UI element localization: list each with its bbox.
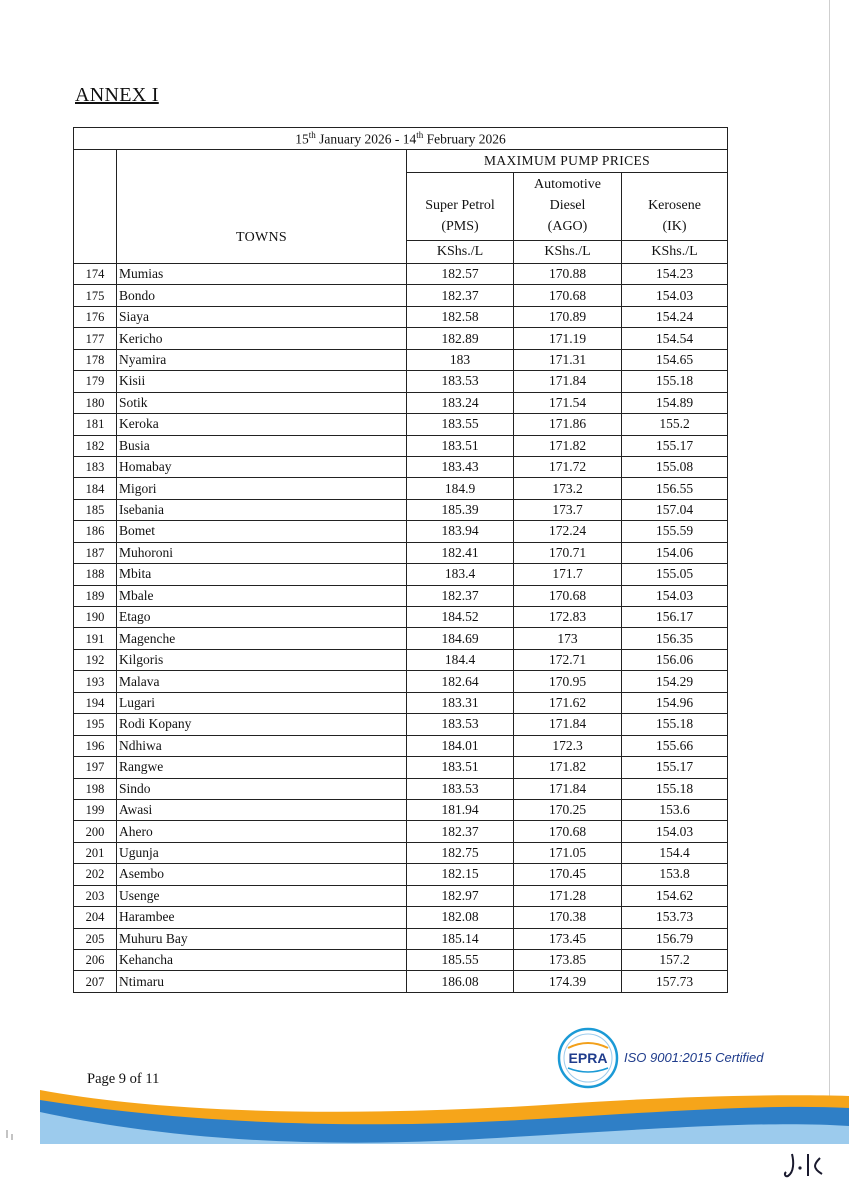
svg-text:EPRA: EPRA (568, 1050, 608, 1066)
ik-price: 157.73 (622, 971, 728, 992)
row-number: 190 (74, 607, 117, 628)
town-name: Busia (117, 435, 407, 456)
town-name: Migori (117, 478, 407, 499)
pms-price: 182.08 (407, 907, 514, 928)
table-row (74, 499, 728, 520)
ago-price: 171.31 (514, 349, 622, 370)
page-number: Page 9 of 11 (87, 1071, 160, 1087)
towns-header: TOWNS (117, 150, 407, 264)
ik-price: 155.18 (622, 371, 728, 392)
ago-price: 173.7 (514, 499, 622, 520)
town-name: Usenge (117, 885, 407, 906)
row-number: 203 (74, 885, 117, 906)
pms-price: 183 (407, 349, 514, 370)
town-name: Rodi Kopany (117, 714, 407, 735)
ago-header: Automotive Diesel (AGO) (514, 173, 622, 241)
town-name: Siaya (117, 306, 407, 327)
ago-price: 170.45 (514, 864, 622, 885)
ik-price: 154.62 (622, 885, 728, 906)
row-number: 205 (74, 928, 117, 949)
page-edge-line (829, 0, 830, 1150)
ago-price: 171.62 (514, 692, 622, 713)
footer-wave-band (0, 1086, 849, 1166)
row-number: 180 (74, 392, 117, 413)
ago-price: 170.88 (514, 264, 622, 285)
town-name: Asembo (117, 864, 407, 885)
ago-price: 170.68 (514, 285, 622, 306)
pms-price: 186.08 (407, 971, 514, 992)
table-row (74, 628, 728, 649)
pms-price: 183.4 (407, 564, 514, 585)
iso-certification: ISO 9001:2015 Certified (624, 1050, 764, 1065)
ik-price: 154.23 (622, 264, 728, 285)
ik-price: 154.65 (622, 349, 728, 370)
row-number: 202 (74, 864, 117, 885)
pms-price: 182.15 (407, 864, 514, 885)
table-row (74, 456, 728, 477)
ago-price: 171.7 (514, 564, 622, 585)
ik-price: 154.06 (622, 542, 728, 563)
table-row (74, 414, 728, 435)
pms-price: 182.57 (407, 264, 514, 285)
ik-price: 156.06 (622, 649, 728, 670)
table-row (74, 649, 728, 670)
ago-price: 172.24 (514, 521, 622, 542)
ik-price: 154.4 (622, 842, 728, 863)
ago-price: 172.71 (514, 649, 622, 670)
table-row (74, 971, 728, 992)
row-number: 177 (74, 328, 117, 349)
table-row (74, 607, 728, 628)
town-name: Etago (117, 607, 407, 628)
row-number: 200 (74, 821, 117, 842)
town-name: Malava (117, 671, 407, 692)
row-number: 206 (74, 950, 117, 971)
ik-price: 155.66 (622, 735, 728, 756)
town-name: Ugunja (117, 842, 407, 863)
pms-price: 185.55 (407, 950, 514, 971)
pms-price: 182.64 (407, 671, 514, 692)
pricing-period: 15th January 2026 - 14th February 2026 (74, 128, 728, 150)
pms-price: 183.43 (407, 456, 514, 477)
ik-price: 154.29 (622, 671, 728, 692)
town-name: Bomet (117, 521, 407, 542)
pms-price: 183.53 (407, 371, 514, 392)
town-name: Harambee (117, 907, 407, 928)
table-row (74, 671, 728, 692)
table-row (74, 757, 728, 778)
row-number: 175 (74, 285, 117, 306)
pms-unit: KShs./L (407, 241, 514, 264)
table-row (74, 714, 728, 735)
pms-price: 182.58 (407, 306, 514, 327)
ik-price: 157.2 (622, 950, 728, 971)
ago-price: 171.19 (514, 328, 622, 349)
ago-price: 172.3 (514, 735, 622, 756)
ik-price: 155.2 (622, 414, 728, 435)
table-row (74, 950, 728, 971)
pms-header: Super Petrol (PMS) (407, 173, 514, 241)
town-name: Mbale (117, 585, 407, 606)
table-row (74, 349, 728, 370)
ik-price: 154.03 (622, 285, 728, 306)
table-row (74, 907, 728, 928)
ik-price: 154.03 (622, 585, 728, 606)
row-number: 196 (74, 735, 117, 756)
town-name: Muhuru Bay (117, 928, 407, 949)
pms-price: 183.51 (407, 757, 514, 778)
table-row (74, 306, 728, 327)
town-name: Kilgoris (117, 649, 407, 670)
table-row (74, 521, 728, 542)
ago-price: 174.39 (514, 971, 622, 992)
row-number: 189 (74, 585, 117, 606)
table-row (74, 585, 728, 606)
town-name: Lugari (117, 692, 407, 713)
row-number: 178 (74, 349, 117, 370)
town-name: Ntimaru (117, 971, 407, 992)
row-number: 183 (74, 456, 117, 477)
pms-price: 185.39 (407, 499, 514, 520)
town-name: Ahero (117, 821, 407, 842)
pms-price: 184.9 (407, 478, 514, 499)
town-name: Bondo (117, 285, 407, 306)
table-row (74, 478, 728, 499)
ago-price: 171.84 (514, 371, 622, 392)
table-row (74, 392, 728, 413)
pms-price: 182.37 (407, 285, 514, 306)
row-number: 197 (74, 757, 117, 778)
row-number: 195 (74, 714, 117, 735)
ik-price: 156.55 (622, 478, 728, 499)
ik-price: 155.08 (622, 456, 728, 477)
handwritten-initials (782, 1148, 832, 1180)
pms-price: 181.94 (407, 799, 514, 820)
scan-mark (4, 1128, 18, 1142)
annex-heading: ANNEX I (75, 84, 159, 106)
row-number: 182 (74, 435, 117, 456)
pms-price: 183.53 (407, 714, 514, 735)
table-row (74, 778, 728, 799)
town-name: Rangwe (117, 757, 407, 778)
row-number: 199 (74, 799, 117, 820)
ago-price: 173.45 (514, 928, 622, 949)
table-row (74, 821, 728, 842)
row-number: 204 (74, 907, 117, 928)
max-pump-prices-header: MAXIMUM PUMP PRICES (407, 150, 728, 173)
ik-price: 157.04 (622, 499, 728, 520)
table-row (74, 264, 728, 285)
ago-price: 170.68 (514, 821, 622, 842)
town-name: Magenche (117, 628, 407, 649)
row-number: 207 (74, 971, 117, 992)
pms-price: 182.37 (407, 585, 514, 606)
row-number: 184 (74, 478, 117, 499)
row-number: 194 (74, 692, 117, 713)
pms-price: 183.24 (407, 392, 514, 413)
table-row (74, 735, 728, 756)
table-row (74, 285, 728, 306)
row-number: 187 (74, 542, 117, 563)
pms-price: 182.97 (407, 885, 514, 906)
epra-logo (556, 1026, 620, 1090)
ik-price: 156.79 (622, 928, 728, 949)
ik-price: 153.6 (622, 799, 728, 820)
ik-price: 155.17 (622, 757, 728, 778)
ago-price: 171.86 (514, 414, 622, 435)
pms-price: 183.53 (407, 778, 514, 799)
ago-price: 170.71 (514, 542, 622, 563)
row-number: 188 (74, 564, 117, 585)
pms-price: 183.94 (407, 521, 514, 542)
ago-price: 173.85 (514, 950, 622, 971)
row-number: 198 (74, 778, 117, 799)
row-number: 191 (74, 628, 117, 649)
pms-price: 184.69 (407, 628, 514, 649)
ago-price: 170.95 (514, 671, 622, 692)
row-number: 192 (74, 649, 117, 670)
ik-price: 155.05 (622, 564, 728, 585)
ik-price: 155.17 (622, 435, 728, 456)
town-name: Awasi (117, 799, 407, 820)
table-row (74, 371, 728, 392)
ago-price: 171.28 (514, 885, 622, 906)
ik-price: 153.8 (622, 864, 728, 885)
pms-price: 185.14 (407, 928, 514, 949)
ik-unit: KShs./L (622, 241, 728, 264)
price-rows (74, 264, 728, 993)
pump-prices-table (73, 127, 728, 993)
table-row (74, 799, 728, 820)
ik-header: Kerosene (IK) (622, 173, 728, 241)
table-row (74, 542, 728, 563)
town-name: Kisii (117, 371, 407, 392)
ago-price: 173.2 (514, 478, 622, 499)
ago-price: 170.68 (514, 585, 622, 606)
pms-price: 184.52 (407, 607, 514, 628)
ik-price: 155.59 (622, 521, 728, 542)
ago-price: 170.89 (514, 306, 622, 327)
pms-price: 182.89 (407, 328, 514, 349)
town-name: Kericho (117, 328, 407, 349)
row-number: 174 (74, 264, 117, 285)
ago-price: 170.25 (514, 799, 622, 820)
ik-price: 154.54 (622, 328, 728, 349)
ago-unit: KShs./L (514, 241, 622, 264)
pms-price: 182.37 (407, 821, 514, 842)
ago-price: 171.84 (514, 778, 622, 799)
town-name: Isebania (117, 499, 407, 520)
ago-price: 171.84 (514, 714, 622, 735)
town-name: Keroka (117, 414, 407, 435)
town-name: Mumias (117, 264, 407, 285)
table-row (74, 435, 728, 456)
pms-price: 183.51 (407, 435, 514, 456)
town-name: Ndhiwa (117, 735, 407, 756)
ik-price: 154.89 (622, 392, 728, 413)
table-row (74, 564, 728, 585)
pms-price: 184.01 (407, 735, 514, 756)
ago-price: 171.72 (514, 456, 622, 477)
table-row (74, 842, 728, 863)
ik-price: 156.35 (622, 628, 728, 649)
row-number: 185 (74, 499, 117, 520)
town-name: Homabay (117, 456, 407, 477)
ik-price: 154.03 (622, 821, 728, 842)
table-row (74, 885, 728, 906)
pms-price: 182.75 (407, 842, 514, 863)
ago-price: 171.54 (514, 392, 622, 413)
pms-price: 183.55 (407, 414, 514, 435)
table-row (74, 692, 728, 713)
town-name: Muhoroni (117, 542, 407, 563)
ago-price: 171.05 (514, 842, 622, 863)
ik-price: 155.18 (622, 714, 728, 735)
ik-price: 156.17 (622, 607, 728, 628)
table-row (74, 328, 728, 349)
ik-price: 155.18 (622, 778, 728, 799)
town-name: Sotik (117, 392, 407, 413)
ik-price: 154.96 (622, 692, 728, 713)
row-number: 176 (74, 306, 117, 327)
town-name: Mbita (117, 564, 407, 585)
town-name: Kehancha (117, 950, 407, 971)
row-number: 181 (74, 414, 117, 435)
pms-price: 183.31 (407, 692, 514, 713)
pms-price: 182.41 (407, 542, 514, 563)
ago-price: 171.82 (514, 757, 622, 778)
town-name: Nyamira (117, 349, 407, 370)
ago-price: 173 (514, 628, 622, 649)
ago-price: 170.38 (514, 907, 622, 928)
table-row (74, 864, 728, 885)
table-row (74, 928, 728, 949)
row-number: 186 (74, 521, 117, 542)
row-number: 201 (74, 842, 117, 863)
ago-price: 171.82 (514, 435, 622, 456)
pms-price: 184.4 (407, 649, 514, 670)
row-number: 179 (74, 371, 117, 392)
ik-price: 154.24 (622, 306, 728, 327)
row-number: 193 (74, 671, 117, 692)
row-number-header (74, 150, 117, 264)
town-name: Sindo (117, 778, 407, 799)
ago-price: 172.83 (514, 607, 622, 628)
ik-price: 153.73 (622, 907, 728, 928)
